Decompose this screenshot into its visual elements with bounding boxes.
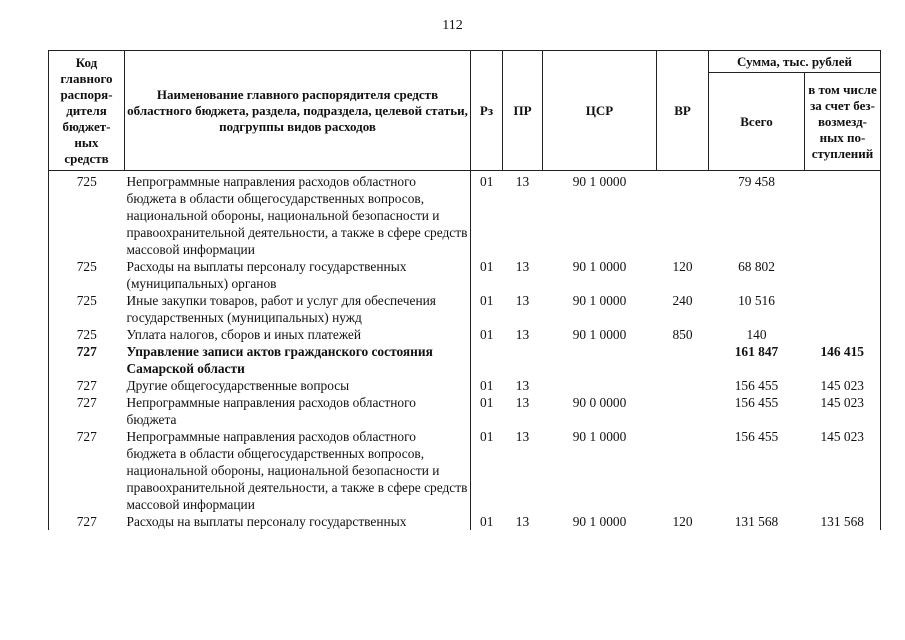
cell-free (805, 258, 881, 292)
table-row (49, 394, 881, 428)
cell-total: 156 455 (734, 378, 779, 393)
table-row (49, 326, 881, 343)
cell-total: 140 (746, 327, 767, 342)
cell-pr: 13 (515, 259, 530, 274)
cell-free: 145 023 (805, 394, 881, 428)
cell-code: 727 (49, 428, 125, 513)
cell-rz (471, 343, 503, 377)
table-body (49, 171, 881, 531)
cell-name: Непрограммные направления расходов областного бюджета (126, 395, 416, 427)
header-free: в том числе за счет без-возмезд-ных по-ступлений (805, 73, 881, 171)
cell-rz: 01 (471, 292, 503, 326)
header-vr: ВР (657, 51, 709, 171)
cell-pr: 13 (515, 327, 530, 342)
cell-total: 156 455 (734, 429, 779, 444)
cell-csr (543, 377, 657, 394)
cell-code: 727 (49, 343, 125, 377)
cell-name: Расходы на выплаты персоналу государственных (муниципальных) органов (126, 259, 407, 291)
cell-code: 725 (49, 292, 125, 326)
cell-code: 727 (49, 394, 125, 428)
cell-csr: 90 1 0000 (572, 514, 627, 529)
cell-csr: 90 1 0000 (572, 327, 627, 342)
table-row (49, 428, 881, 513)
cell-free (805, 292, 881, 326)
table-row (49, 258, 881, 292)
cell-code: 727 (49, 513, 125, 530)
header-total: Всего (709, 73, 805, 171)
header-code: Код главного распоря-дителя бюджет-ных средств (49, 51, 125, 171)
cell-csr: 90 1 0000 (572, 174, 627, 189)
header-rz: Рз (471, 51, 503, 171)
table-header (49, 51, 881, 171)
cell-total: 10 516 (738, 293, 775, 308)
cell-name: Иные закупки товаров, работ и услуг для обеспечения государственных (муниципальных) нужд (126, 293, 436, 325)
cell-free: 146 415 (805, 343, 881, 377)
table-row (49, 171, 881, 259)
cell-vr (657, 428, 709, 513)
cell-rz: 01 (471, 428, 503, 513)
cell-code: 727 (49, 377, 125, 394)
cell-free (805, 326, 881, 343)
cell-name: Управление записи актов гражданского состояния Самарской области (126, 344, 433, 376)
cell-rz: 01 (471, 258, 503, 292)
cell-pr: 13 (515, 378, 530, 393)
table-row (49, 343, 881, 377)
cell-csr (543, 343, 657, 377)
cell-csr: 90 1 0000 (572, 429, 627, 444)
cell-vr: 120 (672, 259, 693, 274)
header-sum-group: Сумма, тыс. рублей (709, 51, 881, 73)
cell-pr: 13 (515, 174, 530, 189)
cell-rz: 01 (471, 394, 503, 428)
cell-rz: 01 (471, 513, 503, 530)
cell-csr: 90 1 0000 (572, 293, 627, 308)
cell-free (805, 171, 881, 259)
budget-table (48, 50, 881, 530)
cell-vr (657, 343, 709, 377)
table-row (49, 377, 881, 394)
table-row (49, 292, 881, 326)
header-csr: ЦСР (543, 51, 657, 171)
cell-vr: 240 (672, 293, 693, 308)
cell-code: 725 (49, 258, 125, 292)
cell-total: 156 455 (734, 395, 779, 410)
cell-csr: 90 1 0000 (572, 259, 627, 274)
cell-rz: 01 (471, 326, 503, 343)
cell-pr (503, 343, 543, 377)
cell-vr: 850 (672, 327, 693, 342)
cell-vr (657, 394, 709, 428)
cell-name: Другие общегосударственные вопросы (126, 378, 350, 393)
cell-pr: 13 (515, 514, 530, 529)
cell-vr (657, 377, 709, 394)
cell-name: Непрограммные направления расходов областного бюджета в области общегосударственных вопросов, национальной обороны, национальной безопасности и правоохранительной деятельности, а также в сфере средств массовой информации (126, 429, 468, 512)
cell-pr: 13 (515, 429, 530, 444)
cell-total: 131 568 (734, 514, 779, 529)
cell-name: Расходы на выплаты персоналу государственных (126, 514, 407, 529)
cell-rz: 01 (471, 377, 503, 394)
page-number: 112 (442, 18, 463, 33)
cell-free: 145 023 (805, 428, 881, 513)
cell-free: 145 023 (805, 377, 881, 394)
table-row (49, 513, 881, 530)
cell-free: 131 568 (805, 513, 881, 530)
cell-vr: 120 (672, 514, 693, 529)
cell-csr: 90 0 0000 (572, 395, 627, 410)
cell-code: 725 (49, 171, 125, 259)
cell-name: Уплата налогов, сборов и иных платежей (126, 327, 362, 342)
cell-name: Непрограммные направления расходов областного бюджета в области общегосударственных вопросов, национальной обороны, национальной безопасности и правоохранительной деятельности, а также в сфере средств массовой информации (126, 174, 468, 257)
header-pr: ПР (503, 51, 543, 171)
cell-total: 161 847 (734, 344, 779, 359)
cell-pr: 13 (515, 293, 530, 308)
cell-code: 725 (49, 326, 125, 343)
cell-pr: 13 (515, 395, 530, 410)
cell-total: 79 458 (738, 174, 775, 189)
cell-total: 68 802 (738, 259, 775, 274)
header-name: Наименование главного распорядителя средств областного бюджета, раздела, подраздела, целевой статьи, подгруппы видов расходов (125, 51, 471, 171)
cell-vr (657, 171, 709, 259)
cell-rz: 01 (471, 171, 503, 259)
